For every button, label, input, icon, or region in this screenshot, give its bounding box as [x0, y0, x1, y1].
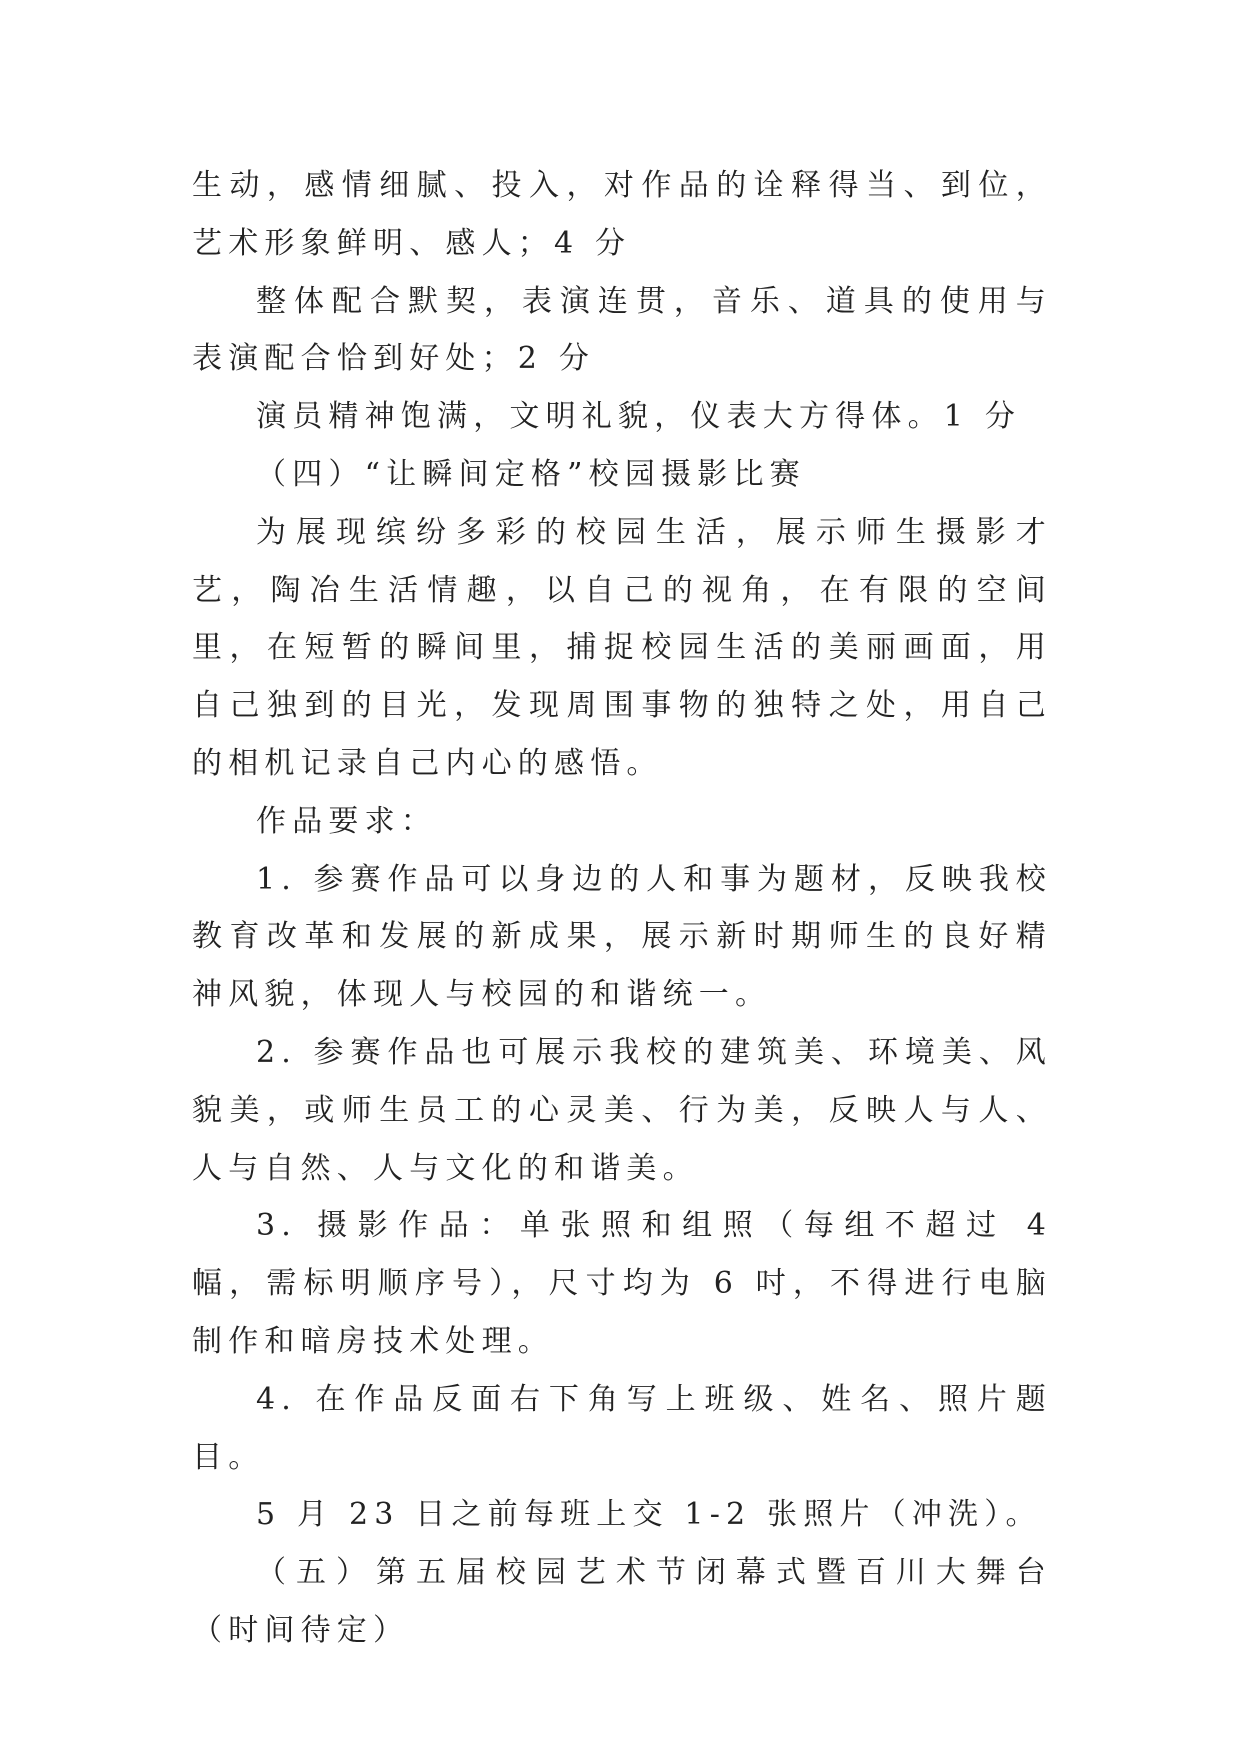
paragraph-requirements-label: 作品要求：	[256, 803, 437, 839]
document-body	[192, 157, 1052, 1660]
paragraph-criteria-coordination: 整体配合默契，表演连贯，音乐、道具的使用与表演配合恰到好处；2 分	[192, 283, 1052, 377]
requirement-item-2: 2. 参赛作品也可展示我校的建筑美、环境美、风貌美，或师生员工的心灵美、行为美，反映人与人、人与自然、人与文化的和谐美。	[192, 1034, 1052, 1186]
section-heading-photography: （四）“让瞬间定格”校园摄影比赛	[256, 456, 806, 492]
paragraph-photography-intro: 为展现缤纷多彩的校园生活，展示师生摄影才艺，陶冶生活情趣，以自己的视角，在有限的空间里，在短暂的瞬间里，捕捉校园生活的美丽画面，用自己独到的目光，发现周围事物的独特之处，用自己的相机记录自己内心的感悟。	[192, 514, 1052, 781]
section-heading-closing: （五）第五届校园艺术节闭幕式暨百川大舞台（时间待定）	[192, 1555, 1052, 1648]
paragraph-criteria-demeanor: 演员精神饱满，文明礼貌，仪表大方得体。1 分	[256, 399, 1022, 435]
requirement-item-1: 1. 参赛作品可以身边的人和事为题材，反映我校教育改革和发展的新成果，展示新时期师生的良好精神风貌，体现人与校园的和谐统一。	[192, 861, 1052, 1013]
submission-deadline: 5 月 23 日之前每班上交 1-2 张照片（冲洗）。	[256, 1497, 1042, 1533]
paragraph-criteria-expression: 生动，感情细腻、投入，对作品的诠释得当、到位，艺术形象鲜明、感人；4 分	[192, 168, 1052, 261]
requirement-item-3: 3. 摄影作品：单张照和组照（每组不超过 4 幅，需标明顺序号），尺寸均为 6 吋，不得进行电脑制作和暗房技术处理。	[192, 1208, 1052, 1359]
requirement-item-4: 4. 在作品反面右下角写上班级、姓名、照片题目。	[192, 1381, 1052, 1475]
